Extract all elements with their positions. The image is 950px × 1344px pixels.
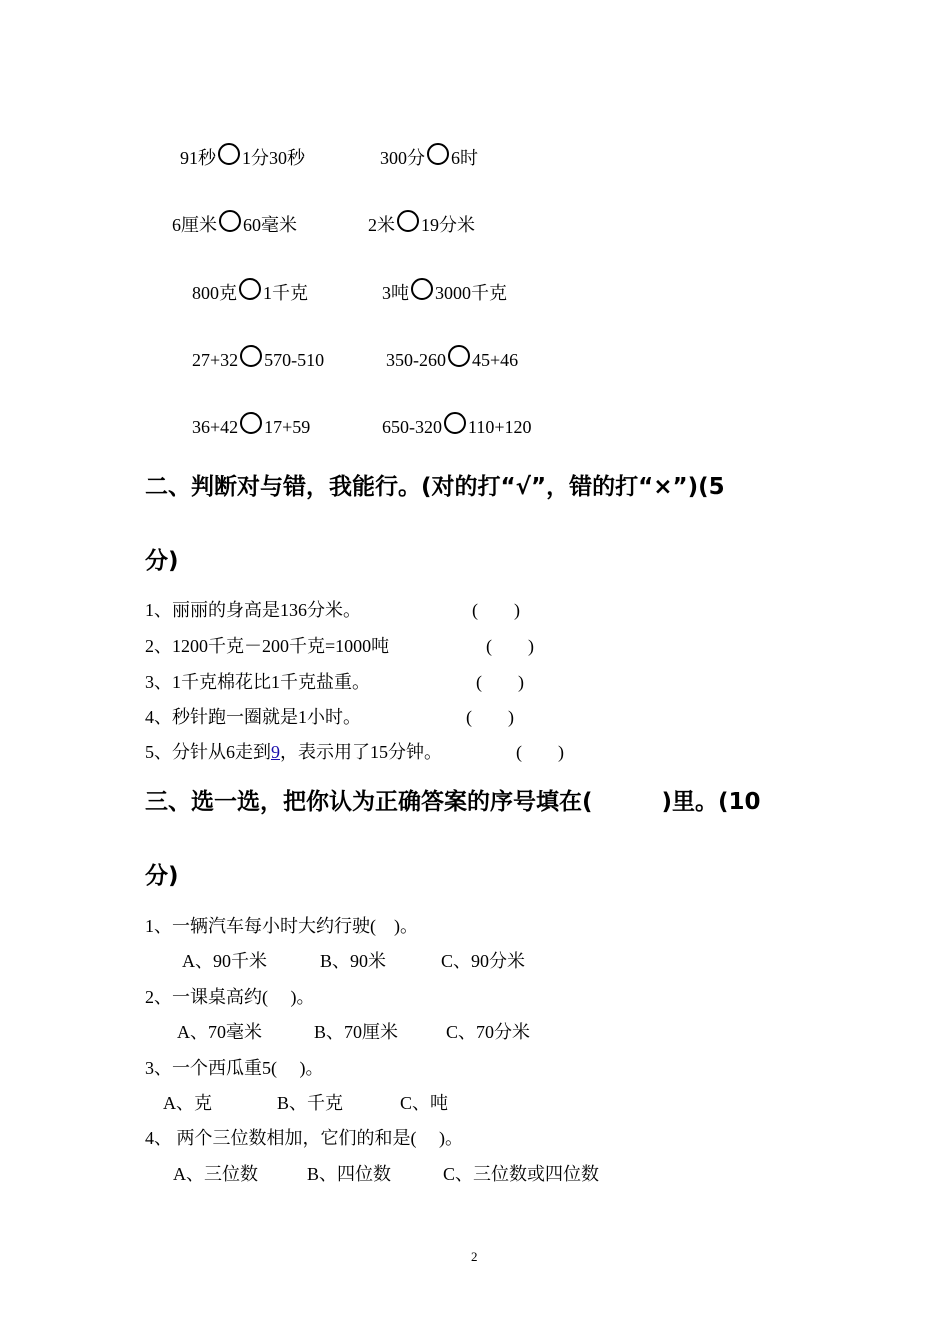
compare-row-1-a xyxy=(180,143,305,169)
judge-item-2-text: 2、1200千克－200千克=1000吨 xyxy=(145,636,390,656)
section3-heading-cont: 分) xyxy=(145,863,179,889)
compare-row-5-b xyxy=(382,412,531,438)
compare-left: 3吨 xyxy=(382,283,409,303)
judge-item-5-link[interactable]: 9 xyxy=(271,742,280,762)
compare-row-3-a xyxy=(192,278,308,304)
choice-4-option-c[interactable]: C、三位数或四位数 xyxy=(443,1164,600,1184)
compare-left: 27+32 xyxy=(192,350,239,370)
choice-question-2: 2、一课桌高约( )。 xyxy=(145,987,315,1007)
section3-heading: 三、选一选，把你认为正确答案的序号填在( )里。(10 xyxy=(145,789,761,815)
compare-right: 60毫米 xyxy=(243,215,297,235)
answer-circle[interactable] xyxy=(240,345,262,367)
compare-right: 1分30秒 xyxy=(242,148,305,168)
compare-right: 1千克 xyxy=(263,283,308,303)
judge-item-2-answer[interactable]: ( ) xyxy=(486,636,534,656)
compare-left: 800克 xyxy=(192,283,237,303)
compare-left: 91秒 xyxy=(180,148,216,168)
answer-circle[interactable] xyxy=(397,210,419,232)
choice-2-option-b[interactable]: B、70厘米 xyxy=(314,1022,399,1042)
answer-circle[interactable] xyxy=(239,278,261,300)
judge-item-5-answer[interactable]: ( ) xyxy=(516,742,564,762)
choice-1-option-b[interactable]: B、90米 xyxy=(320,951,387,971)
compare-row-3-b xyxy=(382,278,507,304)
judge-item-4-text: 4、秒针跑一圈就是1小时。 xyxy=(145,707,361,727)
compare-row-4-b xyxy=(386,345,518,371)
choice-1-option-a[interactable]: A、90千米 xyxy=(182,951,267,971)
answer-circle[interactable] xyxy=(218,143,240,165)
compare-left: 350-260 xyxy=(386,350,446,370)
compare-left: 300分 xyxy=(380,148,425,168)
judge-item-1-text: 1、丽丽的身高是136分米。 xyxy=(145,600,361,620)
choice-1-option-c[interactable]: C、90分米 xyxy=(441,951,526,971)
choice-question-4: 4、 两个三位数相加，它们的和是( )。 xyxy=(145,1128,463,1148)
choice-3-option-a[interactable]: A、克 xyxy=(163,1093,212,1113)
compare-row-2-b xyxy=(368,210,475,236)
judge-item-3-text: 3、1千克棉花比1千克盐重。 xyxy=(145,672,370,692)
compare-left: 650-320 xyxy=(382,417,442,437)
judge-item-3-answer[interactable]: ( ) xyxy=(476,672,524,692)
choice-question-3: 3、一个西瓜重5( )。 xyxy=(145,1058,324,1078)
compare-left: 2米 xyxy=(368,215,395,235)
section2-heading-cont: 分) xyxy=(145,548,179,574)
choice-2-option-c[interactable]: C、70分米 xyxy=(446,1022,531,1042)
choice-question-1: 1、一辆汽车每小时大约行驶( )。 xyxy=(145,916,418,936)
compare-left: 6厘米 xyxy=(172,215,217,235)
answer-circle[interactable] xyxy=(444,412,466,434)
compare-right: 570-510 xyxy=(264,350,325,370)
compare-right: 17+59 xyxy=(264,417,311,437)
compare-row-5-a xyxy=(192,412,310,438)
judge-item-5-text-after: ，表示用了15分钟。 xyxy=(280,742,442,762)
judge-item-5-text-before: 5、分针从6走到 xyxy=(145,742,271,762)
compare-right: 19分米 xyxy=(421,215,475,235)
judge-item-4-answer[interactable]: ( ) xyxy=(466,707,514,727)
choice-2-option-a[interactable]: A、70毫米 xyxy=(177,1022,262,1042)
choice-4-option-b[interactable]: B、四位数 xyxy=(307,1164,392,1184)
compare-left: 36+42 xyxy=(192,417,239,437)
compare-right: 3000千克 xyxy=(435,283,507,303)
section2-heading: 二、判断对与错，我能行。(对的打“√”，错的打“×”)(5 xyxy=(145,474,725,500)
answer-circle[interactable] xyxy=(427,143,449,165)
answer-circle[interactable] xyxy=(219,210,241,232)
compare-row-2-a xyxy=(172,210,297,236)
answer-circle[interactable] xyxy=(411,278,433,300)
choice-3-option-c[interactable]: C、吨 xyxy=(400,1093,449,1113)
judge-item-1-answer[interactable]: ( ) xyxy=(472,600,520,620)
answer-circle[interactable] xyxy=(240,412,262,434)
page-number: 2 xyxy=(471,1249,478,1264)
compare-row-4-a xyxy=(192,345,324,371)
choice-4-option-a[interactable]: A、三位数 xyxy=(173,1164,258,1184)
compare-right: 45+46 xyxy=(472,350,519,370)
choice-3-option-b[interactable]: B、千克 xyxy=(277,1093,344,1113)
compare-right: 6时 xyxy=(451,148,478,168)
judge-item-5-text xyxy=(145,740,442,764)
compare-right: 110+120 xyxy=(468,417,532,437)
compare-row-1-b xyxy=(380,143,478,169)
answer-circle[interactable] xyxy=(448,345,470,367)
